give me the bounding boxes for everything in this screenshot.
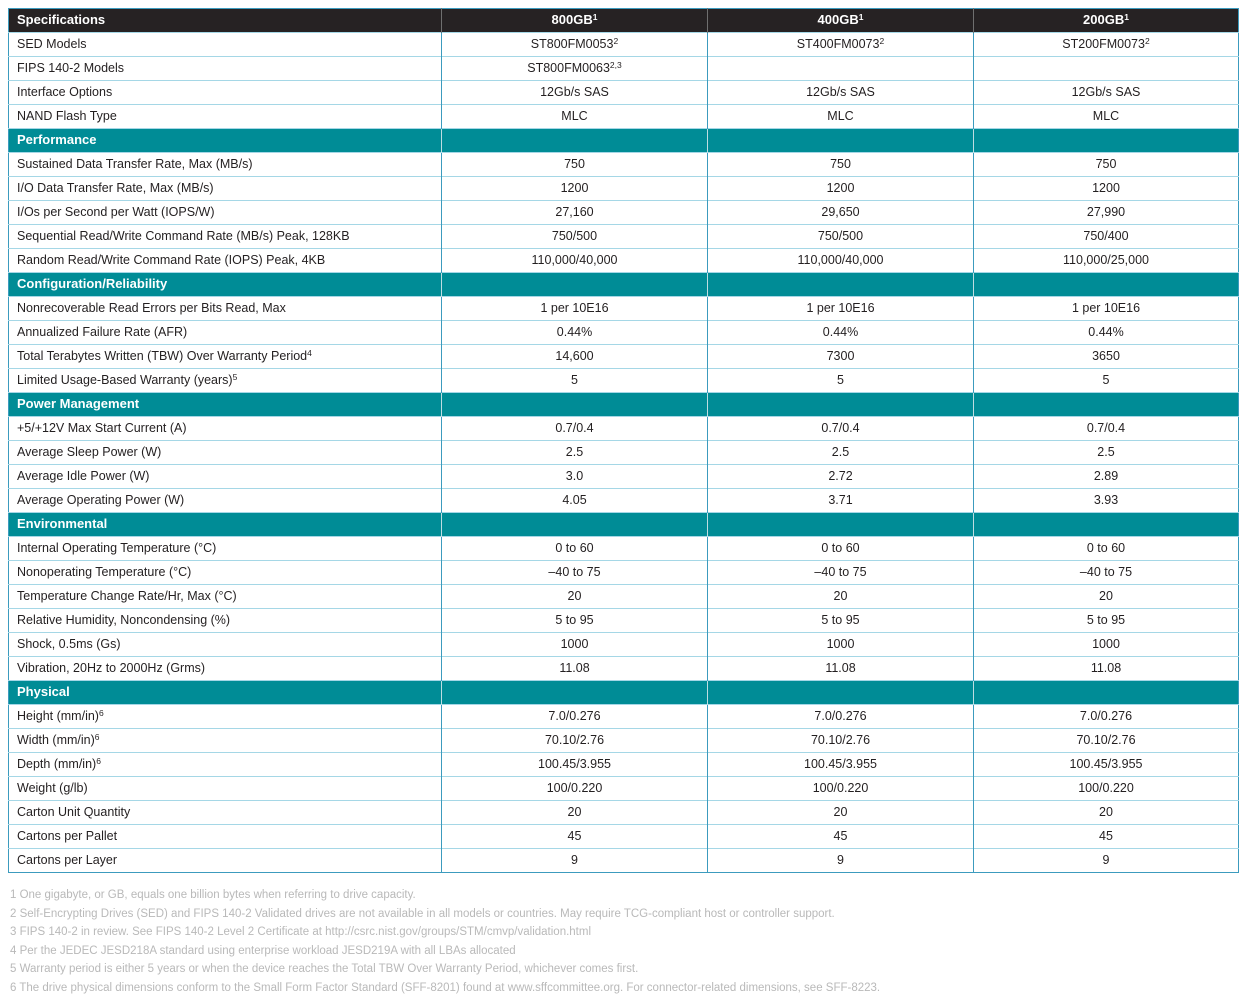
spec-value-cell: 27,160 bbox=[442, 201, 708, 225]
spec-label-cell: Random Read/Write Command Rate (IOPS) Peak, 4KB bbox=[9, 249, 442, 273]
column-header: $400GB^1$ bbox=[708, 9, 974, 33]
spec-value-cell: 1 per 10E16 bbox=[708, 297, 974, 321]
spec-value-cell: 70.10/2.76 bbox=[974, 729, 1239, 753]
spec-value-cell: 1 per 10E16 bbox=[974, 297, 1239, 321]
section-spacer-cell bbox=[708, 681, 974, 705]
spec-label-cell: Cartons per Layer bbox=[9, 849, 442, 873]
table-row bbox=[9, 369, 1239, 393]
spec-value-cell: 0.7/0.4 bbox=[974, 417, 1239, 441]
spec-value-cell: 5 bbox=[974, 369, 1239, 393]
spec-value-cell: 20 bbox=[974, 585, 1239, 609]
table-row bbox=[9, 777, 1239, 801]
section-row bbox=[9, 681, 1239, 705]
spec-label-cell: Total Terabytes Written (TBW) Over Warranty Period$^4$ bbox=[9, 345, 442, 369]
table-row bbox=[9, 105, 1239, 129]
spec-value-cell: 0.7/0.4 bbox=[708, 417, 974, 441]
footnote: 3 FIPS 140-2 in review. See FIPS 140-2 Level 2 Certificate at http://csrc.nist.gov/groups/STM/cmvp/validation.html bbox=[10, 926, 592, 938]
section-row bbox=[9, 129, 1239, 153]
footnote: 5 Warranty period is either 5 years or when the device reaches the Total TBW Over Warranty Period, whichever comes first. bbox=[10, 963, 639, 975]
spec-label-cell: Internal Operating Temperature (°C) bbox=[9, 537, 442, 561]
footnote: 1 One gigabyte, or GB, equals one billion bytes when referring to drive capacity. bbox=[10, 889, 416, 901]
spec-value-cell: 29,650 bbox=[708, 201, 974, 225]
spec-value-cell: 12Gb/s SAS bbox=[442, 81, 708, 105]
table-row bbox=[9, 609, 1239, 633]
spec-value-cell: 27,990 bbox=[974, 201, 1239, 225]
spec-label-cell: Nonoperating Temperature (°C) bbox=[9, 561, 442, 585]
spec-value-cell: –40 to 75 bbox=[708, 561, 974, 585]
spec-value-cell: 110,000/40,000 bbox=[442, 249, 708, 273]
spec-label-cell: I/Os per Second per Watt (IOPS/W) bbox=[9, 201, 442, 225]
table-row bbox=[9, 81, 1239, 105]
spec-value-cell bbox=[708, 57, 974, 81]
table-row bbox=[9, 705, 1239, 729]
spec-value-cell: 3.93 bbox=[974, 489, 1239, 513]
section-spacer-cell bbox=[974, 513, 1239, 537]
section-row bbox=[9, 393, 1239, 417]
table-row bbox=[9, 489, 1239, 513]
table-row bbox=[9, 585, 1239, 609]
section-spacer-cell bbox=[442, 393, 708, 417]
spec-label-cell: Cartons per Pallet bbox=[9, 825, 442, 849]
spec-label-cell: Average Sleep Power (W) bbox=[9, 441, 442, 465]
section-spacer-cell bbox=[442, 513, 708, 537]
spec-value-cell: 70.10/2.76 bbox=[442, 729, 708, 753]
spec-label-cell: Annualized Failure Rate (AFR) bbox=[9, 321, 442, 345]
spec-value-cell: MLC bbox=[974, 105, 1239, 129]
spec-value-cell: MLC bbox=[708, 105, 974, 129]
spec-value-cell: 1000 bbox=[974, 633, 1239, 657]
spec-value-cell: 7.0/0.276 bbox=[442, 705, 708, 729]
table-header-specifications: Specifications bbox=[9, 9, 442, 33]
footnote: 6 The drive physical dimensions conform to the Small Form Factor Standard (SFF-8201) found at www.sffcommittee.org. For connector-related dimensions, see SFF-8223. bbox=[10, 981, 881, 994]
spec-value-cell: 14,600 bbox=[442, 345, 708, 369]
spec-value-cell: 100.45/3.955 bbox=[974, 753, 1239, 777]
spec-value-cell: 45 bbox=[974, 825, 1239, 849]
spec-value-cell: 110,000/25,000 bbox=[974, 249, 1239, 273]
spec-value-cell: 0 to 60 bbox=[974, 537, 1239, 561]
table-row bbox=[9, 345, 1239, 369]
table-row bbox=[9, 225, 1239, 249]
spec-label-cell: SED Models bbox=[9, 33, 442, 57]
section-spacer-cell bbox=[708, 129, 974, 153]
table-row bbox=[9, 849, 1239, 873]
spec-value-cell: 0.44% bbox=[708, 321, 974, 345]
spec-value-cell: 750 bbox=[708, 153, 974, 177]
table-row bbox=[9, 153, 1239, 177]
spec-value-cell: 0.44% bbox=[442, 321, 708, 345]
spec-value-cell: 5 to 95 bbox=[708, 609, 974, 633]
spec-value-cell: 750 bbox=[442, 153, 708, 177]
spec-value-cell: 1000 bbox=[442, 633, 708, 657]
spec-label-cell: Sustained Data Transfer Rate, Max (MB/s) bbox=[9, 153, 442, 177]
spec-value-cell: 12Gb/s SAS bbox=[974, 81, 1239, 105]
spec-value-cell: 100/0.220 bbox=[442, 777, 708, 801]
spec-label-cell: Vibration, 20Hz to 2000Hz (Grms) bbox=[9, 657, 442, 681]
spec-value-cell: 45 bbox=[442, 825, 708, 849]
spec-value-cell: 2.5 bbox=[974, 441, 1239, 465]
spec-label-cell: Weight (g/lb) bbox=[9, 777, 442, 801]
table-row bbox=[9, 201, 1239, 225]
spec-value-cell: 20 bbox=[708, 585, 974, 609]
section-spacer-cell bbox=[708, 393, 974, 417]
column-header: $800GB^1$ bbox=[442, 9, 708, 33]
spec-value-cell: 0.7/0.4 bbox=[442, 417, 708, 441]
spec-value-cell: 3.71 bbox=[708, 489, 974, 513]
spec-value-cell: 750/500 bbox=[708, 225, 974, 249]
spec-label-cell: Sequential Read/Write Command Rate (MB/s) Peak, 128KB bbox=[9, 225, 442, 249]
table-row bbox=[9, 465, 1239, 489]
spec-value-cell: 7.0/0.276 bbox=[974, 705, 1239, 729]
spec-value-cell: 20 bbox=[442, 801, 708, 825]
section-row bbox=[9, 513, 1239, 537]
table-row bbox=[9, 297, 1239, 321]
spec-value-cell: 1 per 10E16 bbox=[442, 297, 708, 321]
spec-value-cell: MLC bbox=[442, 105, 708, 129]
section-spacer-cell bbox=[442, 129, 708, 153]
column-header: $200GB^1$ bbox=[974, 9, 1239, 33]
section-spacer-cell bbox=[974, 681, 1239, 705]
spec-value-cell: 110,000/40,000 bbox=[708, 249, 974, 273]
spec-value-cell: 1200 bbox=[708, 177, 974, 201]
table-row bbox=[9, 561, 1239, 585]
spec-value-cell: 3.0 bbox=[442, 465, 708, 489]
spec-value-cell: 750/500 bbox=[442, 225, 708, 249]
section-spacer-cell bbox=[442, 273, 708, 297]
footnotes bbox=[8, 886, 1238, 997]
spec-value-cell: 11.08 bbox=[708, 657, 974, 681]
spec-value-cell: 7300 bbox=[708, 345, 974, 369]
spec-value-cell: 5 bbox=[442, 369, 708, 393]
section-row bbox=[9, 273, 1239, 297]
specifications-table bbox=[8, 8, 1239, 873]
table-row bbox=[9, 729, 1239, 753]
section-spacer-cell bbox=[974, 393, 1239, 417]
spec-value-cell: 5 to 95 bbox=[974, 609, 1239, 633]
spec-label-cell: Carton Unit Quantity bbox=[9, 801, 442, 825]
spec-value-cell: ST800FM0053$^2$ bbox=[442, 33, 708, 57]
section-spacer-cell bbox=[974, 273, 1239, 297]
section-spacer-cell bbox=[708, 273, 974, 297]
spec-value-cell bbox=[974, 57, 1239, 81]
spec-label-cell: Interface Options bbox=[9, 81, 442, 105]
spec-value-cell: 9 bbox=[708, 849, 974, 873]
spec-value-cell: –40 to 75 bbox=[442, 561, 708, 585]
section-title: Physical bbox=[9, 681, 442, 705]
table-row bbox=[9, 633, 1239, 657]
spec-value-cell: 5 to 95 bbox=[442, 609, 708, 633]
spec-label-cell: Relative Humidity, Noncondensing (%) bbox=[9, 609, 442, 633]
spec-value-cell: ST800FM0063$^{2,3}$ bbox=[442, 57, 708, 81]
spec-value-cell: 100/0.220 bbox=[708, 777, 974, 801]
table-row bbox=[9, 657, 1239, 681]
table-row bbox=[9, 57, 1239, 81]
spec-value-cell: 100/0.220 bbox=[974, 777, 1239, 801]
table-row bbox=[9, 417, 1239, 441]
table-row bbox=[9, 753, 1239, 777]
spec-value-cell: –40 to 75 bbox=[974, 561, 1239, 585]
spec-value-cell: 0 to 60 bbox=[442, 537, 708, 561]
spec-value-cell: 100.45/3.955 bbox=[708, 753, 974, 777]
table-row bbox=[9, 33, 1239, 57]
spec-label-cell: Temperature Change Rate/Hr, Max (°C) bbox=[9, 585, 442, 609]
spec-value-cell: 70.10/2.76 bbox=[708, 729, 974, 753]
spec-value-cell: 45 bbox=[708, 825, 974, 849]
spec-value-cell: ST200FM0073$^2$ bbox=[974, 33, 1239, 57]
spec-value-cell: 1200 bbox=[974, 177, 1239, 201]
spec-value-cell: 20 bbox=[708, 801, 974, 825]
spec-value-cell: 12Gb/s SAS bbox=[708, 81, 974, 105]
spec-value-cell: 2.89 bbox=[974, 465, 1239, 489]
table-row bbox=[9, 177, 1239, 201]
spec-label-cell: Depth $(mm/in)^6$ bbox=[9, 753, 442, 777]
spec-label-cell: Limited Usage-Based Warranty (years)$^5$ bbox=[9, 369, 442, 393]
spec-value-cell: 2.5 bbox=[442, 441, 708, 465]
table-row bbox=[9, 441, 1239, 465]
section-spacer-cell bbox=[974, 129, 1239, 153]
footnote: 4 Per the JEDEC JESD218A standard using enterprise workload JESD219A with all LBAs allocated bbox=[10, 944, 516, 957]
table-row bbox=[9, 321, 1239, 345]
spec-label-cell: Shock, 0.5ms (Gs) bbox=[9, 633, 442, 657]
footnote: 2 Self-Encrypting Drives (SED) and FIPS 140-2 Validated drives are not available in all models or countries. May require TCG-compliant host or controller support. bbox=[10, 907, 835, 920]
spec-value-cell: 11.08 bbox=[974, 657, 1239, 681]
spec-value-cell: 4.05 bbox=[442, 489, 708, 513]
section-spacer-cell bbox=[708, 513, 974, 537]
spec-label-cell: +5/+12V Max Start Current (A) bbox=[9, 417, 442, 441]
spec-value-cell: 100.45/3.955 bbox=[442, 753, 708, 777]
table-header-row bbox=[9, 9, 1239, 33]
spec-value-cell: 0 to 60 bbox=[708, 537, 974, 561]
spec-value-cell: 20 bbox=[442, 585, 708, 609]
section-spacer-cell bbox=[442, 681, 708, 705]
spec-value-cell: ST400FM0073$^2$ bbox=[708, 33, 974, 57]
section-title: Configuration/Reliability bbox=[9, 273, 442, 297]
spec-label-cell: Average Operating Power (W) bbox=[9, 489, 442, 513]
section-title: Environmental bbox=[9, 513, 442, 537]
spec-label-cell: Nonrecoverable Read Errors per Bits Read, Max bbox=[9, 297, 442, 321]
spec-value-cell: 20 bbox=[974, 801, 1239, 825]
spec-value-cell: 2.72 bbox=[708, 465, 974, 489]
spec-value-cell: 1200 bbox=[442, 177, 708, 201]
section-title: Performance bbox=[9, 129, 442, 153]
table-row bbox=[9, 249, 1239, 273]
section-title: Power Management bbox=[9, 393, 442, 417]
spec-value-cell: 750/400 bbox=[974, 225, 1239, 249]
spec-label-cell: Height $(mm/in)^6$ bbox=[9, 705, 442, 729]
spec-label-cell: Width $(mm/in)^6$ bbox=[9, 729, 442, 753]
table-row bbox=[9, 801, 1239, 825]
spec-label-cell: FIPS 140-2 Models bbox=[9, 57, 442, 81]
spec-value-cell: 2.5 bbox=[708, 441, 974, 465]
spec-value-cell: 9 bbox=[974, 849, 1239, 873]
spec-value-cell: 7.0/0.276 bbox=[708, 705, 974, 729]
table-row bbox=[9, 825, 1239, 849]
spec-value-cell: 5 bbox=[708, 369, 974, 393]
spec-value-cell: 3650 bbox=[974, 345, 1239, 369]
spec-value-cell: 0.44% bbox=[974, 321, 1239, 345]
spec-label-cell: I/O Data Transfer Rate, Max (MB/s) bbox=[9, 177, 442, 201]
spec-value-cell: 9 bbox=[442, 849, 708, 873]
spec-value-cell: 11.08 bbox=[442, 657, 708, 681]
spec-value-cell: 1000 bbox=[708, 633, 974, 657]
spec-value-cell: 750 bbox=[974, 153, 1239, 177]
spec-label-cell: Average Idle Power (W) bbox=[9, 465, 442, 489]
spec-label-cell: NAND Flash Type bbox=[9, 105, 442, 129]
table-row bbox=[9, 537, 1239, 561]
